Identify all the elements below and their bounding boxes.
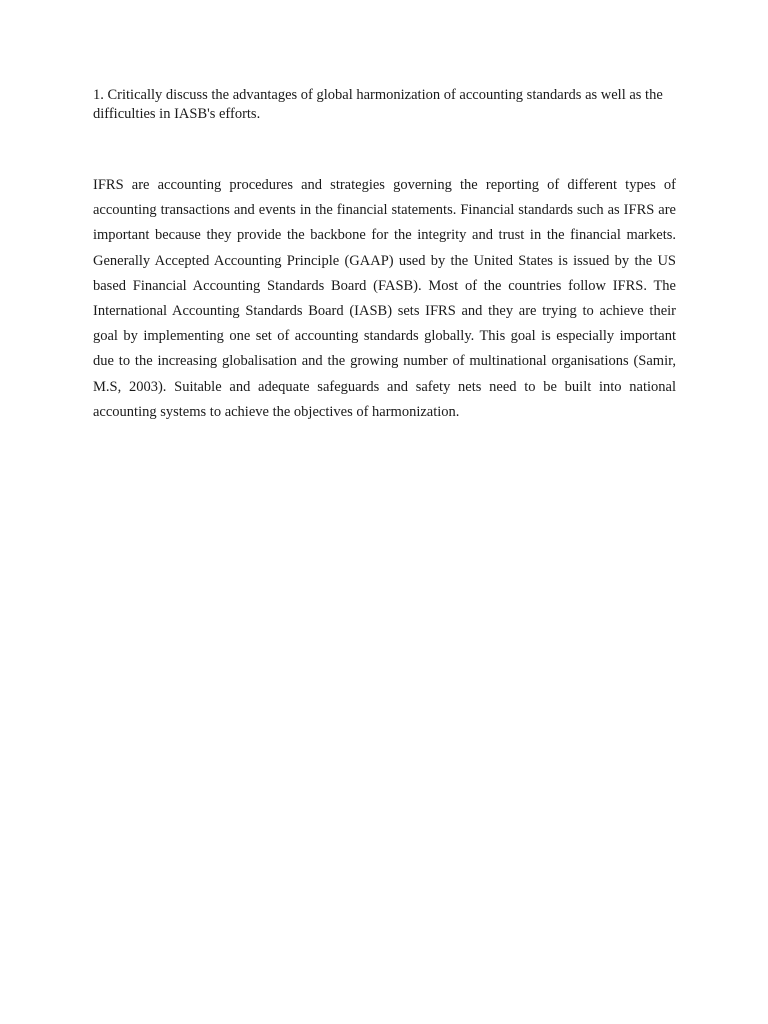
body-paragraph: IFRS are accounting procedures and strategies governing the reporting of different types of accounting transactions and events in the financial statements. Financial standards such as IFRS are important because they provide the backbone for the integrity and trust in the financial markets. Generally Accepted Accounting Principle (GAAP) used by the United States is issued by the US based Financial Accounting Standards Board (FASB). Most of the countries follow IFRS. The International Accounting Standards Board (IASB) sets IFRS and they are trying to achieve their goal by implementing one set of accounting standards globally. This goal is especially important due to the increasing globalisation and the growing number of multinational organisations (Samir, M.S, 2003). Suitable and adequate safeguards and safety nets need to be built into national accounting systems to achieve the objectives of harmonization. <box>93 177 676 420</box>
question-heading: 1. Critically discuss the advantages of global harmonization of accounting standards as well as the difficulties in IASB's efforts. <box>93 87 663 122</box>
